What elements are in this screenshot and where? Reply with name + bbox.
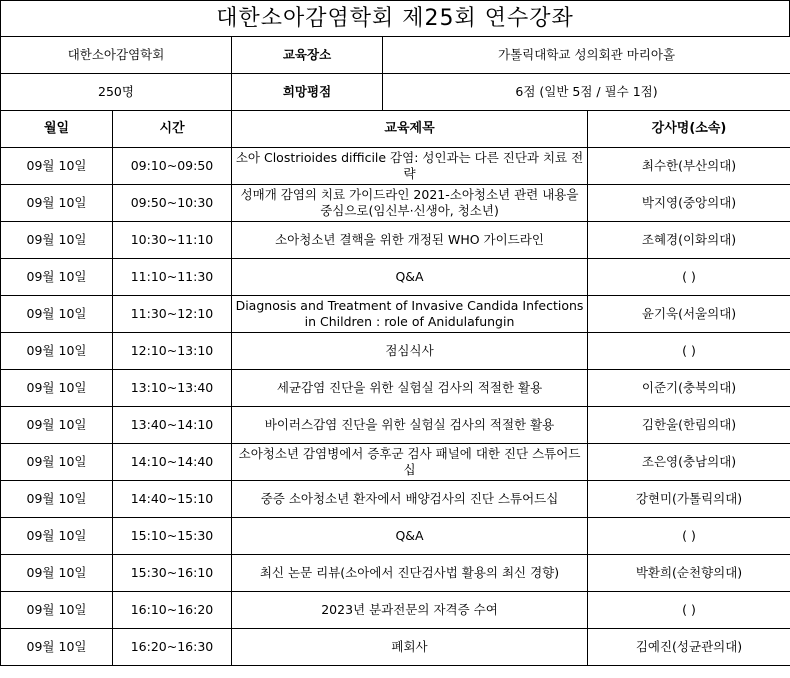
session-time: 11:10~11:30 <box>113 259 232 296</box>
session-topic: 중증 소아청소년 환자에서 배양검사의 진단 스튜어드십 <box>232 481 588 518</box>
session-date: 09월 10일 <box>1 518 113 555</box>
session-time: 15:10~15:30 <box>113 518 232 555</box>
session-time: 16:10~16:20 <box>113 592 232 629</box>
table-row <box>1 148 790 185</box>
header-time: 시간 <box>113 111 232 148</box>
info-row-venue <box>1 37 790 74</box>
session-speaker: 박지영(중앙의대) <box>588 185 790 222</box>
session-topic: Q&A <box>232 259 588 296</box>
session-speaker: ( ) <box>588 518 790 555</box>
table-row <box>1 222 790 259</box>
table-header-row <box>1 111 790 148</box>
venue-value: 가톨릭대학교 성의회관 마리아홀 <box>383 37 790 74</box>
session-topic: Q&A <box>232 518 588 555</box>
session-time: 16:20~16:30 <box>113 629 232 666</box>
session-time: 15:30~16:10 <box>113 555 232 592</box>
session-topic: 점심식사 <box>232 333 588 370</box>
session-date: 09월 10일 <box>1 481 113 518</box>
page-title: 대한소아감염학회 제25회 연수강좌 <box>0 0 790 36</box>
session-time: 12:10~13:10 <box>113 333 232 370</box>
session-date: 09월 10일 <box>1 592 113 629</box>
session-time: 11:30~12:10 <box>113 296 232 333</box>
header-topic: 교육제목 <box>232 111 588 148</box>
session-date: 09월 10일 <box>1 333 113 370</box>
table-row <box>1 555 790 592</box>
session-topic: 소아청소년 결핵을 위한 개정된 WHO 가이드라인 <box>232 222 588 259</box>
session-speaker: 이준기(충북의대) <box>588 370 790 407</box>
table-row <box>1 259 790 296</box>
table-row <box>1 518 790 555</box>
table-row <box>1 444 790 481</box>
session-date: 09월 10일 <box>1 259 113 296</box>
session-date: 09월 10일 <box>1 407 113 444</box>
session-topic: 폐회사 <box>232 629 588 666</box>
credit-label: 희망평점 <box>232 74 383 111</box>
schedule-table <box>0 36 790 666</box>
session-topic: Diagnosis and Treatment of Invasive Candida Infections in Children : role of Anidulafungin <box>232 296 588 333</box>
session-speaker: 김한울(한림의대) <box>588 407 790 444</box>
session-speaker: ( ) <box>588 333 790 370</box>
session-speaker: 조혜경(이화의대) <box>588 222 790 259</box>
session-topic: 소아 Clostrioides difficile 감염: 성인과는 다른 진단과 치료 전략 <box>232 148 588 185</box>
organizer-cell: 대한소아감염학회 <box>1 37 232 74</box>
session-time: 10:30~11:10 <box>113 222 232 259</box>
session-topic: 최신 논문 리뷰(소아에서 진단검사법 활용의 최신 경향) <box>232 555 588 592</box>
table-row <box>1 629 790 666</box>
table-row <box>1 370 790 407</box>
session-date: 09월 10일 <box>1 444 113 481</box>
info-row-credit <box>1 74 790 111</box>
table-row <box>1 185 790 222</box>
header-date: 월일 <box>1 111 113 148</box>
table-row <box>1 592 790 629</box>
session-date: 09월 10일 <box>1 222 113 259</box>
session-topic: 바이러스감염 진단을 위한 실험실 검사의 적절한 활용 <box>232 407 588 444</box>
session-topic: 성매개 감염의 치료 가이드라인 2021-소아청소년 관련 내용을 중심으로(임신부·신생아, 청소년) <box>232 185 588 222</box>
session-date: 09월 10일 <box>1 629 113 666</box>
session-speaker: 조은영(충남의대) <box>588 444 790 481</box>
session-topic: 세균감염 진단을 위한 실험실 검사의 적절한 활용 <box>232 370 588 407</box>
session-time: 09:50~10:30 <box>113 185 232 222</box>
credit-value: 6점 (일반 5점 / 필수 1점) <box>383 74 790 111</box>
session-date: 09월 10일 <box>1 370 113 407</box>
session-date: 09월 10일 <box>1 185 113 222</box>
session-speaker: 강현미(가톨릭의대) <box>588 481 790 518</box>
session-speaker: 윤기욱(서울의대) <box>588 296 790 333</box>
session-topic: 소아청소년 감염병에서 증후군 검사 패널에 대한 진단 스튜어드십 <box>232 444 588 481</box>
session-speaker: ( ) <box>588 592 790 629</box>
venue-label: 교육장소 <box>232 37 383 74</box>
session-date: 09월 10일 <box>1 148 113 185</box>
session-time: 14:10~14:40 <box>113 444 232 481</box>
session-date: 09월 10일 <box>1 555 113 592</box>
session-time: 13:40~14:10 <box>113 407 232 444</box>
table-row <box>1 481 790 518</box>
session-speaker: ( ) <box>588 259 790 296</box>
session-time: 13:10~13:40 <box>113 370 232 407</box>
session-time: 14:40~15:10 <box>113 481 232 518</box>
session-topic: 2023년 분과전문의 자격증 수여 <box>232 592 588 629</box>
session-speaker: 김예진(성균관의대) <box>588 629 790 666</box>
session-speaker: 최수한(부산의대) <box>588 148 790 185</box>
session-time: 09:10~09:50 <box>113 148 232 185</box>
session-date: 09월 10일 <box>1 296 113 333</box>
table-row <box>1 407 790 444</box>
capacity-cell: 250명 <box>1 74 232 111</box>
session-speaker: 박환희(순천향의대) <box>588 555 790 592</box>
header-speaker: 강사명(소속) <box>588 111 790 148</box>
table-row <box>1 296 790 333</box>
table-row <box>1 333 790 370</box>
